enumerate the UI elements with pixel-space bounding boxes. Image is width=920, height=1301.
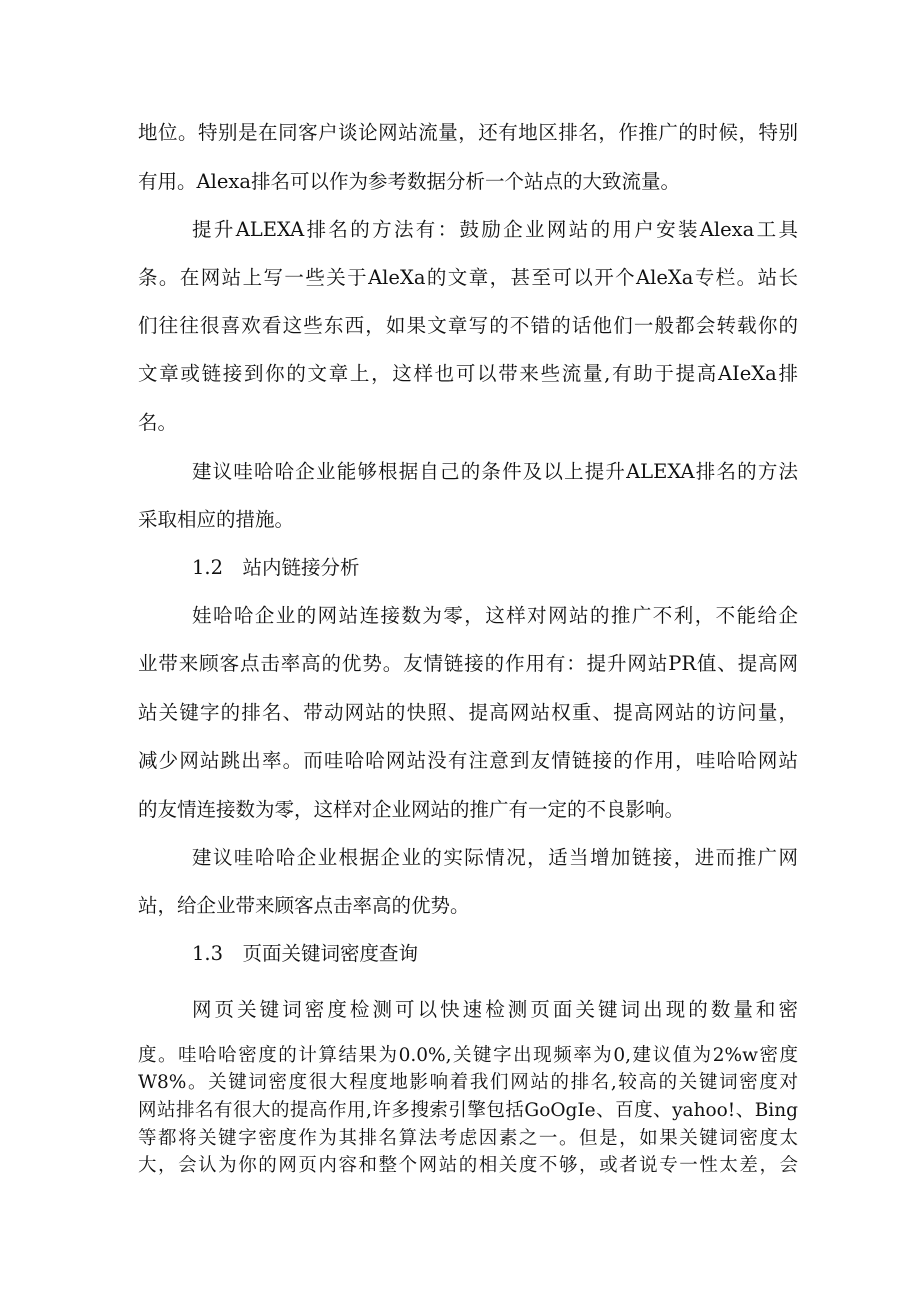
paragraph-line: 等都将关键字密度作为其排名算法考虑因素之一。但是，如果关键词密度太 <box>138 1128 798 1149</box>
paragraph-line: 条。在网站上写一些关于AleXa的文章，甚至可以开个AleXa专栏。站长 <box>138 266 798 289</box>
paragraph-line: 地位。特别是在同客户谈论网站流量，还有地区排名，作推广的时候，特别 <box>138 121 798 144</box>
paragraph-line: 名。 <box>138 411 178 434</box>
paragraph-line: 提升ALEXA排名的方法有：鼓励企业网站的用户安装Alexa工具 <box>192 218 798 241</box>
paragraph-line: 采取相应的措施。 <box>138 508 295 531</box>
paragraph-line: 们往往很喜欢看这些东西，如果文章写的不错的话他们一般都会转载你的 <box>138 314 798 337</box>
paragraph-line: 站关键字的排名、带动网站的快照、提高网站权重、提高网站的访问量， <box>138 701 798 724</box>
paragraph-line: 娃哈哈企业的网站连接数为零，这样对网站的推广不利，不能给企 <box>192 604 798 627</box>
paragraph-line: 的友情连接数为零，这样对企业网站的推广有一定的不良影响。 <box>138 798 685 821</box>
paragraph-line: 建议哇哈哈企业根据企业的实际情况，适当增加链接，进而推广网 <box>192 846 798 869</box>
paragraph-line: 有用。Alexa排名可以作为参考数据分析一个站点的大致流量。 <box>138 170 680 193</box>
section-heading-1-2: 1.2 站内链接分析 <box>192 556 360 579</box>
paragraph-line: 网页关键词密度检测可以快速检测页面关键词出现的数量和密 <box>192 998 798 1021</box>
section-heading-1-3: 1.3 页面关键词密度查询 <box>192 942 419 965</box>
paragraph-line: 大，会认为你的网页内容和整个网站的相关度不够，或者说专一性太差，会 <box>138 1155 798 1176</box>
paragraph-line: W8%。关键词密度很大程度地影响着我们网站的排名,较高的关键词密度对 <box>138 1072 798 1093</box>
paragraph-line: 度。哇哈哈密度的计算结果为0.0%,关键字出现频率为0,建议值为2%w密度 <box>138 1045 798 1066</box>
paragraph-line: 建议哇哈哈企业能够根据自己的条件及以上提升ALEXA排名的方法 <box>192 460 798 483</box>
paragraph-line: 减少网站跳出率。而哇哈哈网站没有注意到友情链接的作用，哇哈哈网站 <box>138 749 798 772</box>
paragraph-line: 业带来顾客点击率高的优势。友情链接的作用有：提升网站PR值、提高网 <box>138 652 798 675</box>
paragraph-line: 文章或链接到你的文章上，这样也可以带来些流量,有助于提高AIeXa排 <box>138 362 798 385</box>
paragraph-line: 站，给企业带来顾客点击率高的优势。 <box>138 894 470 917</box>
paragraph-line: 网站排名有很大的提高作用,许多搜索引擎包括GoOgIe、百度、yahoo!、Bing <box>138 1100 798 1121</box>
